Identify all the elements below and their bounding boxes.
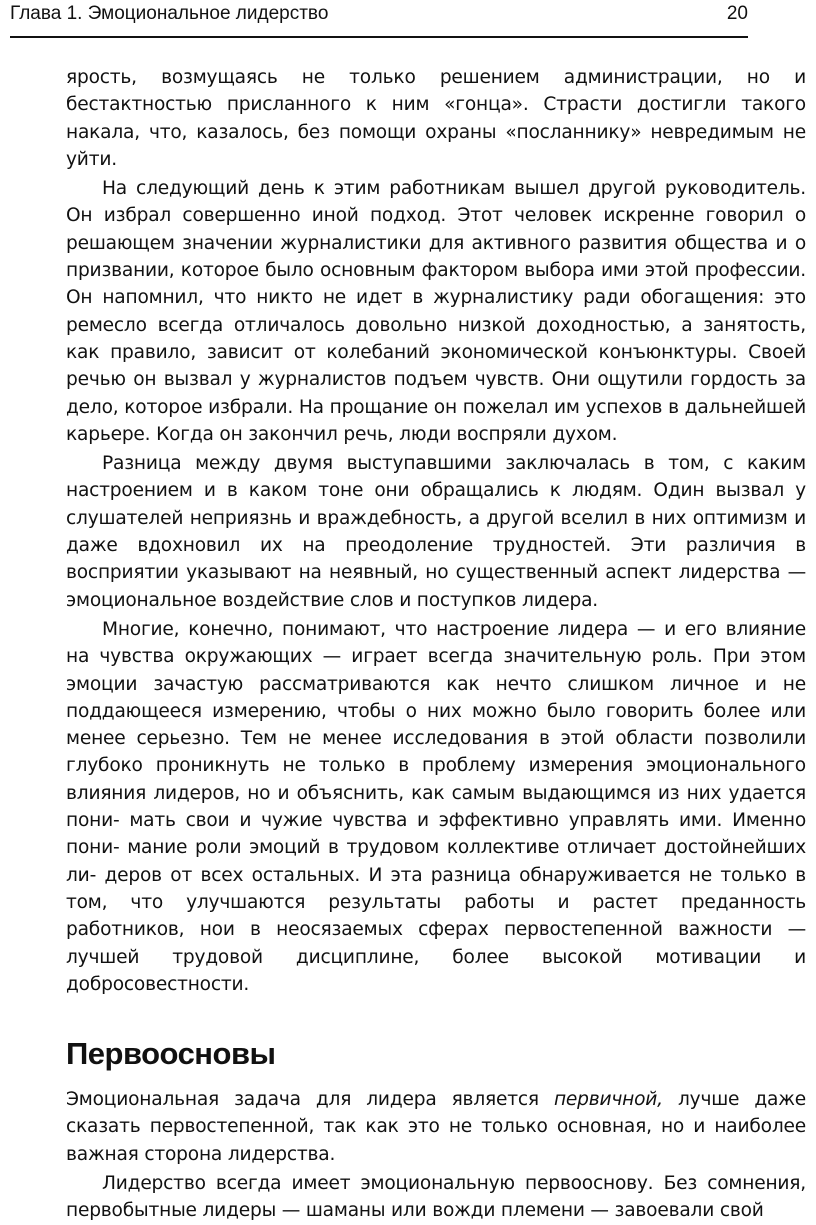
section-p1-end: лучше даже сказать первостепенной, так как это не только основная, но и наиболее важная сторона лидерства.: [66, 1089, 806, 1165]
paragraph-4: Многие, конечно, понимают, что настроение лидера — и его влияние на чувства окружающих — играет всегда значительную роль. При этом эмоции зачастую рассматриваются как нечто слишком личное и не поддающееся измерению, чтобы о них можно было говорить более или менее серьезно. Тем не менее исследования в этой области позволили глубоко проникнуть не только в проблему измерения эмоционального влияния лидеров, но и объяснить, как самым выдающимся из них удается пони- мать свои и чужие чувства и эффективно управлять ими. Именно пони- мание роли эмоций в трудовом коллективе отличает достойнейших ли- деров от всех остальных. И эта разница обнаруживается не только в том, что улучшаются результаты работы и растет преданность работников, нои в неосязаемых сферах первостепенной важности — лучшей трудовой дисциплине, более высокой мотивации и добросовестности.: [66, 618, 806, 995]
section-heading: Первоосновы: [66, 1036, 276, 1072]
running-header: [10, 0, 748, 38]
section-paragraph-2: Лидерство всегда имеет эмоциональную первооснову. Без сомнения, первобытные лидеры — шаманы или вожди племени — завоевали свой: [66, 1172, 806, 1222]
page-body: [66, 64, 806, 1225]
section-paragraph-1: [66, 1086, 806, 1168]
emphasis-word: первичной,: [553, 1089, 663, 1111]
chapter-title: Глава 1. Эмоциональное лидерство: [10, 3, 329, 24]
section-p1-start: Эмоциональная задача для лидера является: [66, 1089, 554, 1111]
paragraph-2: На следующий день к этим работникам вышел другой руководитель. Он избрал совершенно иной подход. Этот человек искренне говорил о решающем значении журналистики для активного развития общества и о призвании, которое было основным фактором выбора ими этой профессии. Он напомнил, что никто не идет в журналистику ради обогащения: это ремесло всегда отличалось довольно низкой доходностью, а занятость, как правило, зависит от колебаний экономической конъюнктуры. Своей речью он вызвал у журналистов подъем чувств. Они ощутили гордость за дело, которое избрали. На прощание он пожелал им успехов в дальнейшей карьере. Когда он закончил речь, люди воспряли духом.: [66, 178, 806, 445]
page-number: 20: [726, 3, 748, 24]
paragraph-3: Разница между двумя выступавшими заключалась в том, с каким настроением и в каком тоне они обращались к людям. Один вызвал у слушателей неприязнь и враждебность, а другой вселил в них оптимизм и даже вдохновил их на преодоление трудностей. Эти различия в восприятии указывают на неявный, но существенный аспект лидерства — эмоциональное воздействие слов и поступков лидера.: [66, 453, 806, 611]
paragraph-1: ярость, возмущаясь не только решением администрации, но и бестактностью присланного к ним «гонца». Страсти достигли такого накала, что, казалось, без помощи охраны «посланнику» невредимым не уйти.: [66, 67, 806, 170]
